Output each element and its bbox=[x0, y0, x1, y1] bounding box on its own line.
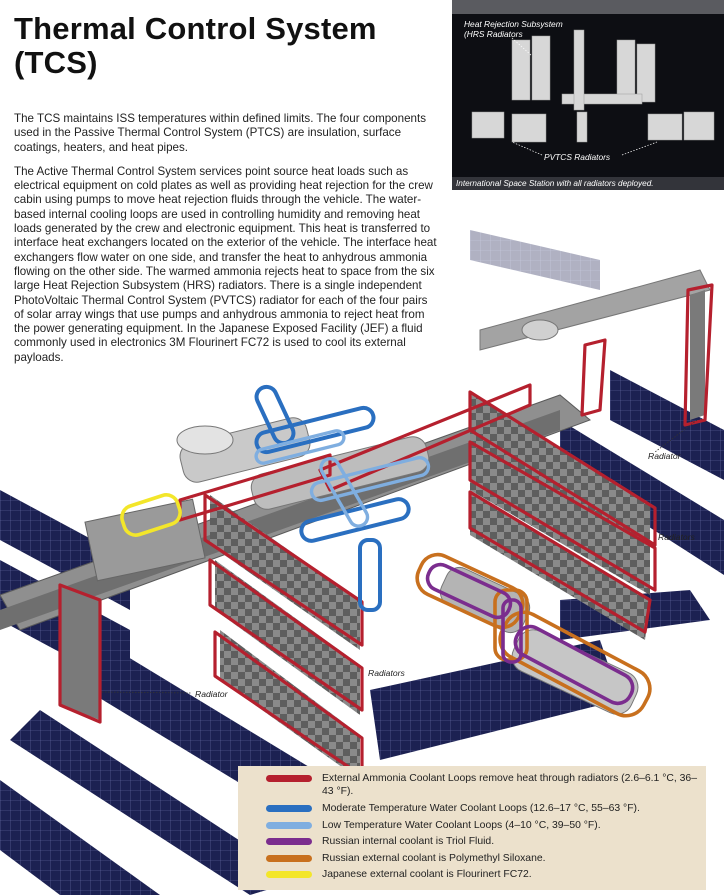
iss-photo bbox=[452, 0, 724, 190]
callout-radiator-right: Radiator bbox=[648, 451, 681, 461]
legend-swatch bbox=[266, 822, 312, 829]
coolant-legend bbox=[238, 766, 706, 890]
legend-swatch bbox=[266, 855, 312, 862]
intro-paragraph-2: The Active Thermal Control System services point source heat loads such as electrical equipment on cold plates as well as providing heat rejection for the crew cabin using pumps to move heat rejection fluids through the vehicle. The water-based internal cooling loops are used in controlling humidity and removing heat loads generated by the crew and electronic equipment. This heat is transferred to interface heat exchangers located on the exterior of the vehicle. The interface heat exchangers flow water on one side, and transfer the heat to anhydrous ammonia flowing on the other side. The warmed ammonia rejects heat to space from the six large Heat Rejection Subsystem (HRS) radiators. There is a single independent PhotoVoltaic Thermal Control System (PVTCS) radiator for each of the four pairs of solar array wings that use pumps and anhydrous ammonia to reject heat from the power generating equipment. In the Japanese Exposed Facility (JEF) a fluid commonly used in electronics 3M Flourinert FC72 is used to cool its external payloads. bbox=[14, 164, 437, 364]
legend-label: Russian external coolant is Polymethyl Siloxane. bbox=[322, 852, 546, 864]
callout-radiator-left: Radiator bbox=[195, 689, 228, 699]
legend-row-japanese bbox=[266, 868, 698, 881]
legend-label: Low Temperature Water Coolant Loops (4–10 °C, 39–50 °F). bbox=[322, 819, 601, 831]
callout-radiators-center: Radiators bbox=[368, 668, 405, 678]
legend-label: External Ammonia Coolant Loops remove heat through radiators (2.6–6.1 °C, 36–43 °F). bbox=[322, 773, 697, 797]
legend-row-russian-internal bbox=[266, 835, 698, 848]
legend-label: Moderate Temperature Water Coolant Loops (12.6–17 °C, 55–63 °F). bbox=[322, 803, 640, 814]
photo-caption: International Space Station with all radiators deployed. bbox=[452, 177, 724, 190]
legend-label: Japanese external coolant is Flourinert FC72. bbox=[322, 869, 532, 881]
legend-swatch bbox=[266, 805, 312, 812]
pvtcs-radiators-label: PVTCS Radiators bbox=[544, 152, 611, 162]
legend-swatch bbox=[266, 838, 312, 845]
legend-label: Russian internal coolant is Triol Fluid. bbox=[322, 836, 495, 848]
callout-radiators-right: Radiators bbox=[658, 532, 695, 542]
legend-row-low-water bbox=[266, 819, 698, 832]
page-title: Thermal Control System (TCS) bbox=[14, 11, 377, 80]
intro-paragraph-1: The TCS maintains ISS temperatures within defined limits. The four components used in the Passive Thermal Control System (PTCS) are insulation, surface coatings, heaters, and heat pipes. bbox=[14, 112, 426, 154]
hrs-radiators-label: Heat Rejection Subsystem (HRS Radiators bbox=[464, 19, 563, 39]
legend-row-russian-external bbox=[266, 852, 698, 865]
legend-row-ammonia bbox=[266, 772, 698, 798]
legend-row-moderate-water bbox=[266, 802, 698, 815]
legend-swatch bbox=[266, 775, 312, 782]
intro-text bbox=[14, 112, 439, 375]
legend-swatch bbox=[266, 871, 312, 878]
